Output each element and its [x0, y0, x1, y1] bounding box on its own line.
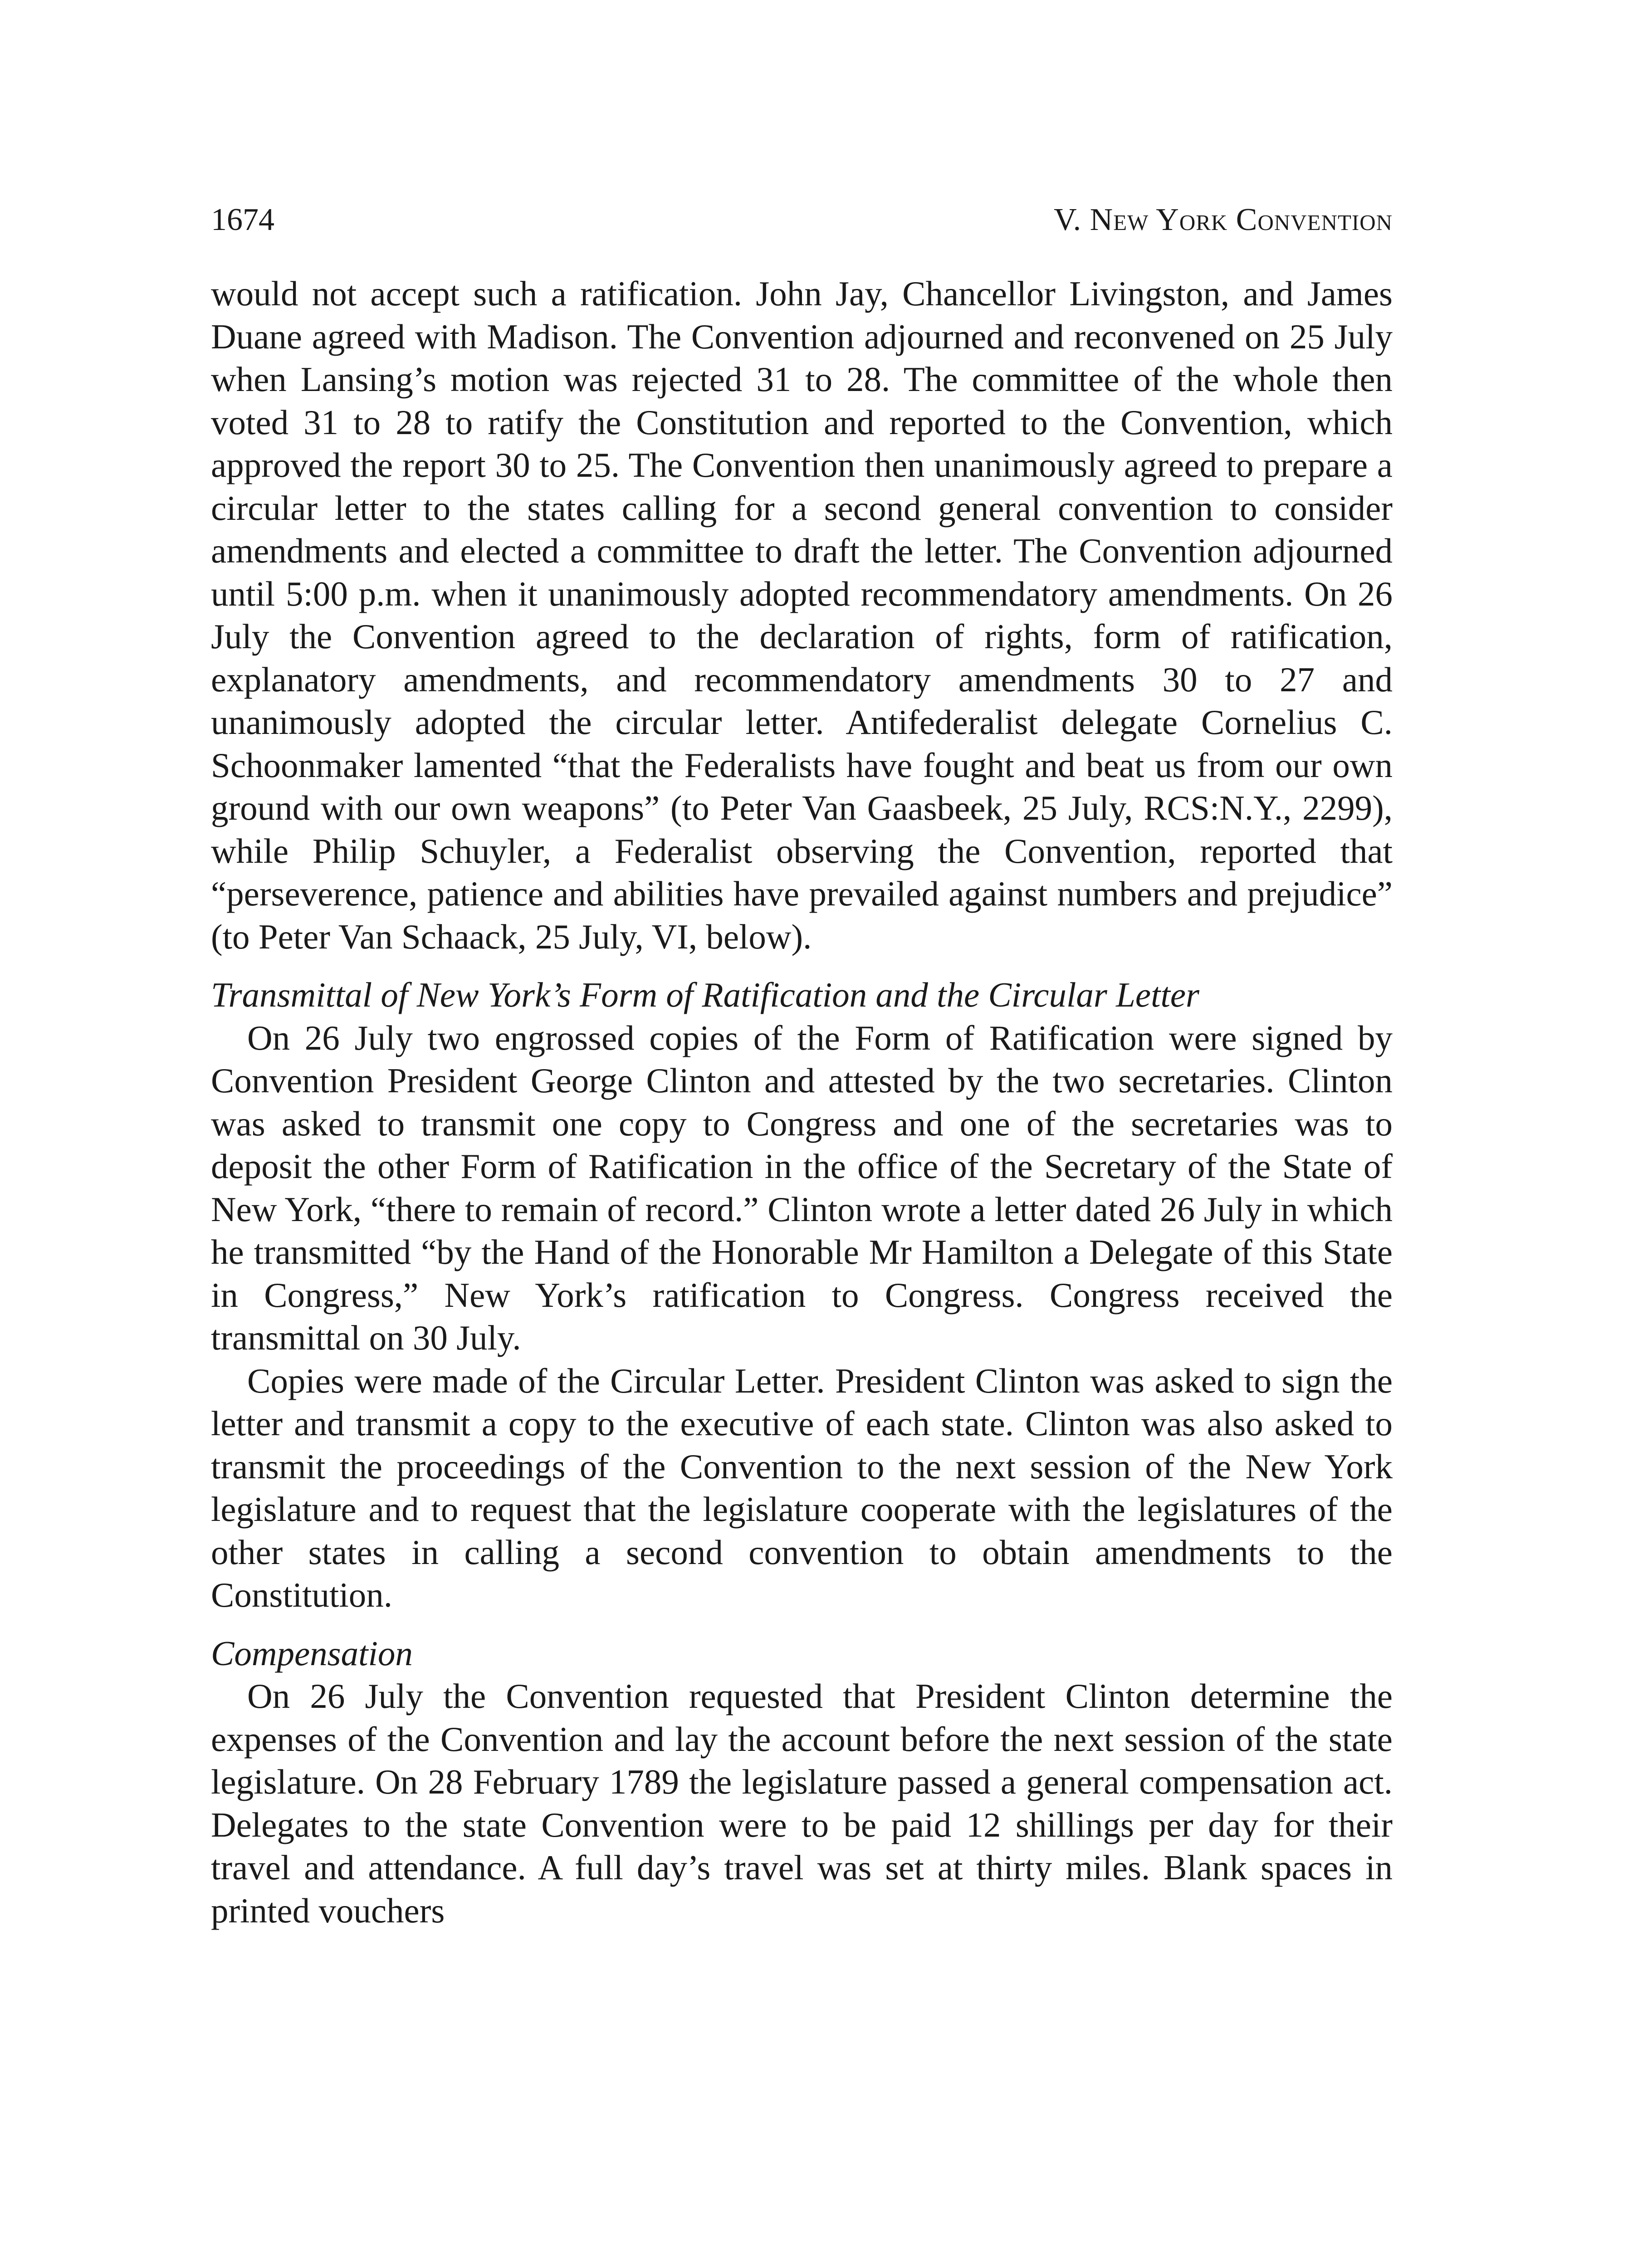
- body-text: [211, 272, 1393, 1932]
- running-title: V. New York Convention: [1054, 202, 1393, 237]
- paragraph-compensation: On 26 July the Convention requested that President Clinton determine the expenses of the Convention and lay the account before the next session of the state legislature. On 28 February 1789 the legislature passed a general compensation act. Delegates to the state Convention were to be paid 12 shillings per day for their travel and attendance. A full day’s travel was set at thirty miles. Blank spaces in printed vouchers: [211, 1677, 1393, 1930]
- running-head: [211, 204, 1393, 272]
- paragraph-transmittal: On 26 July two engrossed copies of the Form of Ratification were signed by Convention President George Clinton and attested by the two secretaries. Clinton was asked to transmit one copy to Congress and one of the secretaries was to deposit the other Form of Ratification in the office of the Secretary of the State of New York, “there to remain of record.” Clinton wrote a letter dated 26 July in which he transmitted “by the Hand of the Honorable Mr Hamilton a Delegate of this State in Congress,” New York’s ratification to Congress. Congress received the transmittal on 30 July.: [211, 1018, 1393, 1357]
- section-heading-transmittal: Transmittal of New York’s Form of Ratification and the Circular Letter: [211, 975, 1200, 1014]
- document-page: [211, 204, 1393, 1932]
- section-heading-compensation: Compensation: [211, 1633, 413, 1673]
- paragraph-continued: would not accept such a ratification. John Jay, Chancellor Livingston, and James Duane agreed with Madison. The Convention adjourned and reconvened on 25 July when Lansing’s motion was rejected 31 to 28. The committee of the whole then voted 31 to 28 to ratify the Constitution and reported to the Convention, which approved the report 30 to 25. The Convention then unanimously agreed to prepare a circular letter to the states calling for a second general convention to consider amendments and elected a committee to draft the letter. The Convention adjourned until 5:00 p.m. when it unanimously adopted recommendatory amendments. On 26 July the Convention agreed to the declaration of rights, form of ratification, explanatory amendments, and recommendatory amendments 30 to 27 and unanimously adopted the circular letter. Antifederalist delegate Cornelius C. Schoonmaker lamented “that the Federalists have fought and beat us from our own ground with our own weapons” (to Peter Van Gaasbeek, 25 July, RCS:N.Y., 2299), while Philip Schuyler, a Federalist observing the Convention, reported that “perseverence, patience and abilities have prevailed against numbers and prejudice” (to Peter Van Schaack, 25 July, VI, below).: [211, 274, 1393, 956]
- paragraph-circular-letter: Copies were made of the Circular Letter. President Clinton was asked to sign the letter and transmit a copy to the executive of each state. Clinton was also asked to transmit the proceedings of the Convention to the next session of the New York legislature and to request that the legislature cooperate with the legislatures of the other states in calling a second convention to obtain amendments to the Constitution.: [211, 1361, 1393, 1614]
- page-number: 1674: [211, 202, 274, 237]
